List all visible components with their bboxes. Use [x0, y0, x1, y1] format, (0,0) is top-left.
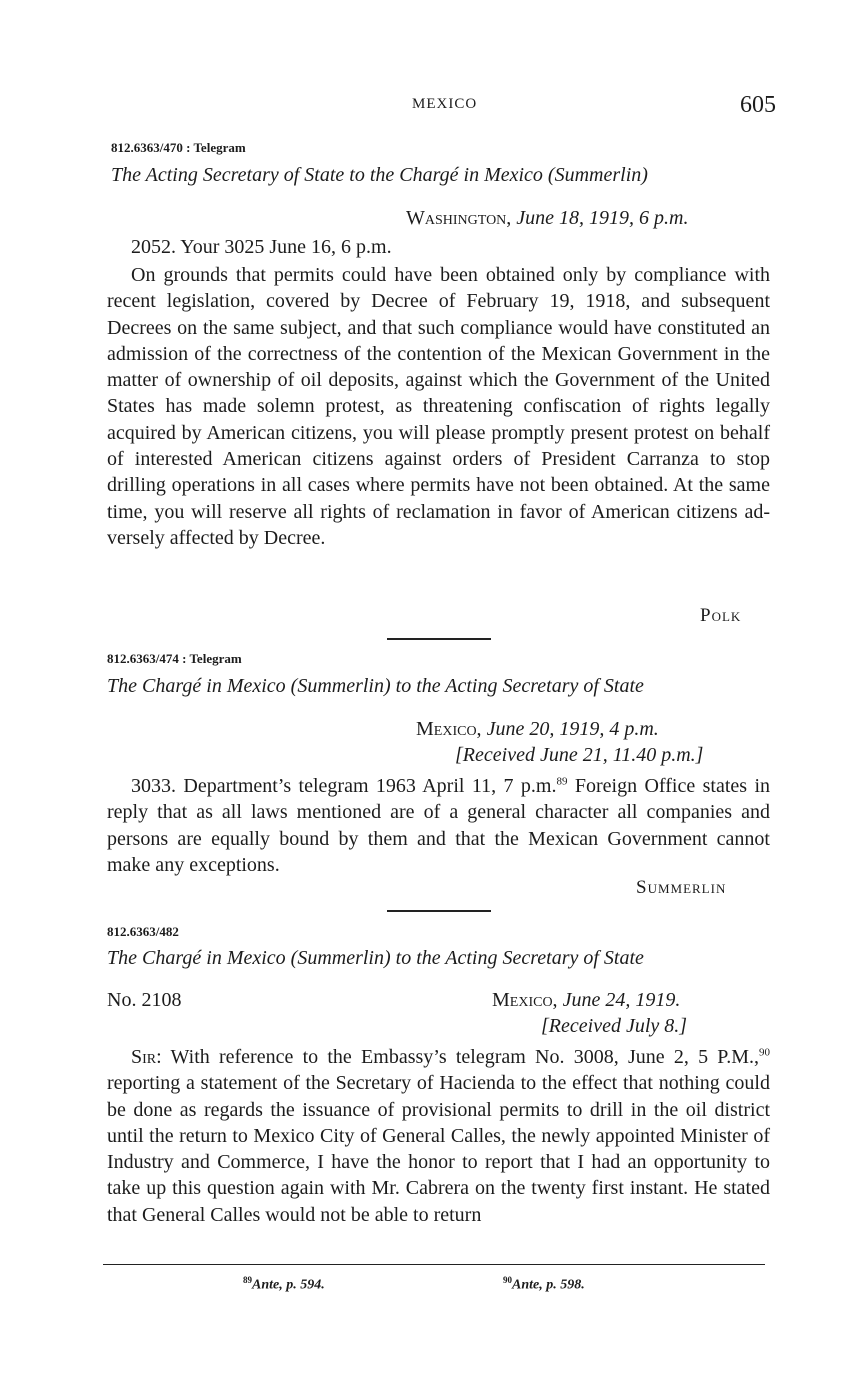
doc2-dateline	[416, 718, 659, 741]
doc1-heading-recipient: Summerlin	[554, 164, 642, 186]
doc3-heading: The Chargé in Mexico (Summerlin) to the Acting Secretary of State	[107, 947, 644, 969]
doc2-body-rest: Foreign Office states in reply that as all laws mentioned are of a general character all companies and persons are equally bound by them and that the Mexican Government cannot make any exceptions.	[107, 775, 771, 876]
doc3-received-note: [Received July 8.]	[541, 1015, 688, 1037]
doc3-footnote-marker: 90	[759, 1046, 770, 1059]
doc2-body-start: 3033. Department’s telegram 1963 April 11, 7 p.m.	[131, 775, 557, 797]
running-header-title: MEXICO	[412, 96, 478, 112]
footnote-rule	[103, 1264, 765, 1265]
footnote-89-text: Ante, p. 594.	[252, 1277, 325, 1293]
doc3-dateline-date: June 24, 1919.	[562, 989, 681, 1011]
doc3-body	[107, 1044, 770, 1228]
doc3-dateline-place: Mexico,	[492, 989, 558, 1011]
doc3-body-rest: reporting a statement of the Secretary of Hacienda to the effect that nothing could be done as regards the issuance of provisional permits to drill in the oil district until the return to Mexico City of General Calles, the newly appointed Minister of Industry and Commerce, I have the honor to report that I had an opportunity to take up this question again with Mr. Cabrera on the twenty first instant. He stated that General Calles would not be able to return	[107, 1072, 770, 1226]
footnote-90-text: Ante, p. 598.	[512, 1277, 585, 1293]
doc2-received-note: [Received June 21, 11.40 p.m.]	[455, 744, 704, 766]
doc2-dateline-date: June 20, 1919, 4 p.m.	[486, 718, 659, 740]
doc2-file-reference: 812.6363/474 : Telegram	[107, 651, 242, 666]
doc2-dateline-place: Mexico,	[416, 718, 482, 740]
doc2-signature: Summerlin	[636, 877, 727, 898]
doc1-signature: Polk	[700, 605, 742, 626]
doc3-salutation: Sir:	[131, 1046, 162, 1068]
doc1-dateline	[406, 207, 689, 230]
doc3-file-reference: 812.6363/482	[107, 924, 179, 939]
page-number: 605	[740, 92, 776, 118]
doc1-lead-line: 2052. Your 3025 June 16, 6 p.m.	[131, 236, 392, 258]
doc3-number: No. 2108	[107, 989, 182, 1011]
footnote-90-marker: 90	[503, 1275, 512, 1285]
doc2-heading: The Chargé in Mexico (Summerlin) to the Acting Secretary of State	[107, 675, 644, 697]
footnote-89	[243, 1275, 325, 1294]
doc3-dateline	[492, 989, 680, 1012]
section-divider	[387, 910, 491, 912]
footnote-90	[503, 1275, 585, 1294]
doc2-body	[107, 773, 770, 878]
footnote-89-marker: 89	[243, 1275, 252, 1285]
doc2-footnote-marker: 89	[556, 775, 568, 788]
doc1-file-reference: 812.6363/470 : Telegram	[111, 140, 246, 155]
section-divider	[387, 638, 491, 640]
doc1-dateline-date: June 18, 1919, 6 p.m.	[516, 207, 689, 229]
doc3-body-start: With reference to the Embassy’s telegram No. 3008, June 2, 5 P.M.,	[161, 1046, 759, 1068]
doc1-heading-close: )	[641, 164, 648, 186]
doc1-heading-text: The Acting Secretary of State to the Chargé in Mexico (	[111, 164, 555, 186]
doc1-dateline-place: Washington,	[406, 207, 512, 229]
doc1-body: On grounds that permits could have been obtained only by compliance with recent legislation, covered by Decree of February 19, 1918, and subsequent Decrees on the same subject, and that such compliance would have constituted an admission of the correctness of the contention of the Mexican Government in the matter of ownership of oil deposits, against which the Government of the United States has made solemn protest, as threatening confiscation of rights legally acquired by American citizens, you will please promptly present protest on behalf of interested American citizens against orders of President Carranza to stop drilling operations in all cases where permits have not been obtained. At the same time, you will reserve all rights of reclamation in favor of American citizens adversely affected by Decree.	[107, 264, 770, 549]
doc1-heading	[111, 164, 648, 187]
